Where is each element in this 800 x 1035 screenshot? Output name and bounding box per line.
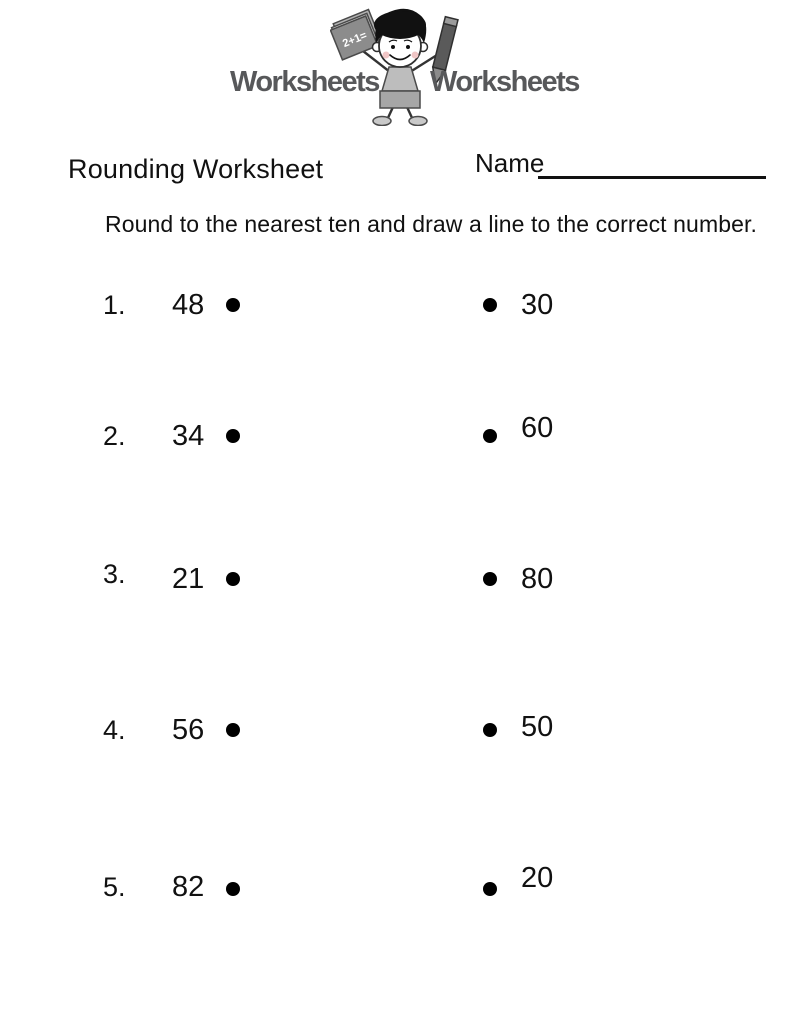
answer-value: 30 — [521, 289, 554, 321]
problem-number: 4. — [103, 715, 126, 745]
problem-number: 1. — [103, 290, 126, 320]
problem-row — [0, 862, 800, 905]
instructions-text: Round to the nearest ten and draw a line to the correct number. — [105, 211, 757, 237]
connector-dot-left[interactable] — [226, 572, 240, 586]
answer-value: 20 — [521, 862, 554, 894]
problem-row — [0, 561, 800, 597]
page-title: Rounding Worksheet — [68, 154, 324, 184]
problem-number: 3. — [103, 559, 126, 589]
problem-number: 2. — [103, 421, 126, 451]
connector-dot-left[interactable] — [226, 723, 240, 737]
problem-row — [0, 712, 800, 748]
problem-row — [0, 287, 800, 323]
connector-dot-right[interactable] — [483, 723, 497, 737]
answer-value: 60 — [521, 412, 554, 444]
connector-dot-left[interactable] — [226, 429, 240, 443]
connector-dot-left[interactable] — [226, 882, 240, 896]
answer-value: 80 — [521, 563, 554, 595]
logo-text-right: Worksheets — [430, 66, 579, 98]
logo-text-left: Worksheets — [230, 66, 379, 98]
connector-dot-right[interactable] — [483, 572, 497, 586]
book-label: 2+1= — [340, 29, 369, 51]
connector-dot-right[interactable] — [483, 429, 497, 443]
problem-number: 5. — [103, 872, 126, 902]
name-label: Name — [475, 148, 545, 178]
problem-value: 56 — [172, 714, 205, 746]
problem-value: 82 — [172, 871, 205, 903]
connector-dot-right[interactable] — [483, 882, 497, 896]
problem-row — [0, 412, 800, 454]
answer-value: 50 — [521, 711, 554, 743]
connector-dot-right[interactable] — [483, 298, 497, 312]
problem-value: 48 — [172, 289, 205, 321]
problem-value: 34 — [172, 420, 205, 452]
connector-dot-left[interactable] — [226, 298, 240, 312]
problem-value: 21 — [172, 563, 205, 595]
